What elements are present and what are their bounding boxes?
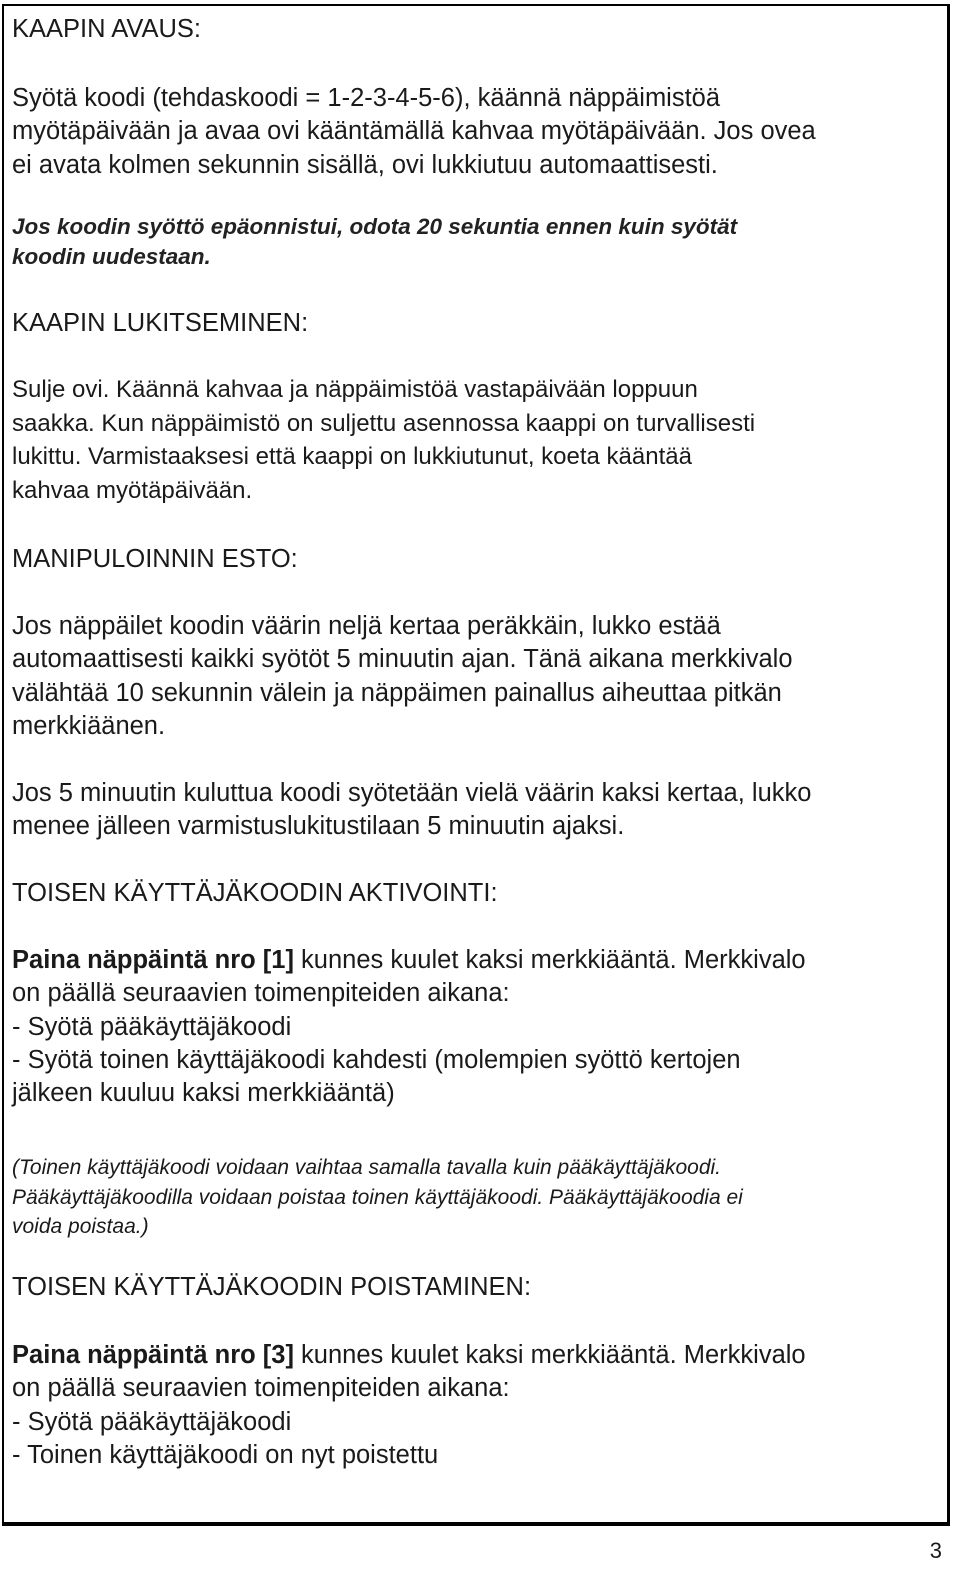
bold-lead: Paina näppäintä nro [3] [12,1341,294,1369]
list-item: - Syötä pääkäyttäjäkoodi [12,1012,292,1041]
aktivointi-paragraph [12,944,942,1110]
text-line: ei avata kolmen sekunnin sisällä, ovi lukkiutuu automaattisesti. [12,150,718,179]
text-line: on päällä seuraavien toimenpiteiden aikana: [12,979,510,1008]
text-line: (Toinen käyttäjäkoodi voidaan vaihtaa samalla tavalla kuin pääkäyttäjäkoodi. [12,1156,722,1179]
text-line [12,944,942,977]
esto-paragraph-2 [12,777,942,844]
heading-aktivointi [12,877,942,910]
list-item: - Toinen käyttäjäkoodi on nyt poistettu [12,1440,439,1469]
text-line: välähtää 10 sekunnin välein ja näppäimen painallus aiheuttaa pitkän [12,678,782,707]
text-line: voida poistaa.) [12,1215,149,1238]
heading-manipuloinnin-esto [12,543,942,576]
text-rest: kunnes kuulet kaksi merkkiääntä. Merkkivalo [293,946,806,974]
text-line: Jos näppäilet koodin väärin neljä kertaa peräkkäin, lukko estää [12,612,721,640]
page-number: 3 [929,1538,942,1563]
poistaminen-paragraph [12,1339,942,1472]
text-line: lukittu. Varmistaaksesi että kaappi on lukkiutunut, koeta kääntää [12,443,692,470]
list-item: - Syötä toinen käyttäjäkoodi kahdesti (molempien syöttö kertojen [12,1045,741,1074]
text-line: menee jälleen varmistuslukitustilaan 5 minuutin ajaksi. [12,812,625,841]
text-line [12,1339,942,1372]
text-line: Sulje ovi. Käännä kahvaa ja näppäimistöä vastapäivään loppuun [12,376,698,403]
heading-poistaminen [12,1271,942,1304]
text-line: saakka. Kun näppäimistö on suljettu asennossa kaappi on turvallisesti [12,409,756,437]
aktivointi-note [12,1153,942,1242]
text-line: automaattisesti kaikki syötöt 5 minuutin ajan. Tänä aikana merkkivalo [12,645,793,674]
text-line: kahvaa myötäpäivään. [12,476,253,504]
text-line: Jos 5 minuutin kuluttua koodi syötetään vielä väärin kaksi kertaa, lukko [12,779,812,807]
list-item: - Syötä pääkäyttäjäkoodi [12,1407,292,1436]
heading-kaapin-avaus [12,13,942,46]
text-line: on päällä seuraavien toimenpiteiden aikana: [12,1374,510,1403]
heading-text: KAAPIN LUKITSEMINEN: [12,309,309,337]
heading-text: TOISEN KÄYTTÄJÄKOODIN AKTIVOINTI: [12,879,498,907]
lukitseminen-paragraph [12,373,942,507]
text-rest: kunnes kuulet kaksi merkkiääntä. Merkkivalo [293,1341,806,1369]
heading-kaapin-lukitseminen [12,307,942,340]
esto-paragraph-1 [12,610,942,743]
text-line: Syötä koodi (tehdaskoodi = 1-2-3-4-5-6), käännä näppäimistöä [12,84,721,112]
text-line: merkkiäänen. [12,711,166,740]
bold-lead: Paina näppäintä nro [1] [12,946,294,974]
heading-text: MANIPULOINNIN ESTO: [12,545,298,573]
text-line: Jos koodin syöttö epäonnistui, odota 20 sekuntia ennen kuin syötät [12,214,738,239]
heading-text: KAAPIN AVAUS: [12,15,201,43]
avaus-note [12,212,942,271]
text-line: myötäpäivään ja avaa ovi kääntämällä kahvaa myötäpäivään. Jos ovea [12,117,816,146]
text-line: Pääkäyttäjäkoodilla voidaan poistaa toinen käyttäjäkoodi. Pääkäyttäjäkoodia ei [12,1185,743,1209]
heading-text: TOISEN KÄYTTÄJÄKOODIN POISTAMINEN: [12,1273,532,1301]
text-line: jälkeen kuuluu kaksi merkkiääntä) [12,1079,395,1108]
text-line: koodin uudestaan. [12,243,211,269]
avaus-paragraph [12,82,942,182]
